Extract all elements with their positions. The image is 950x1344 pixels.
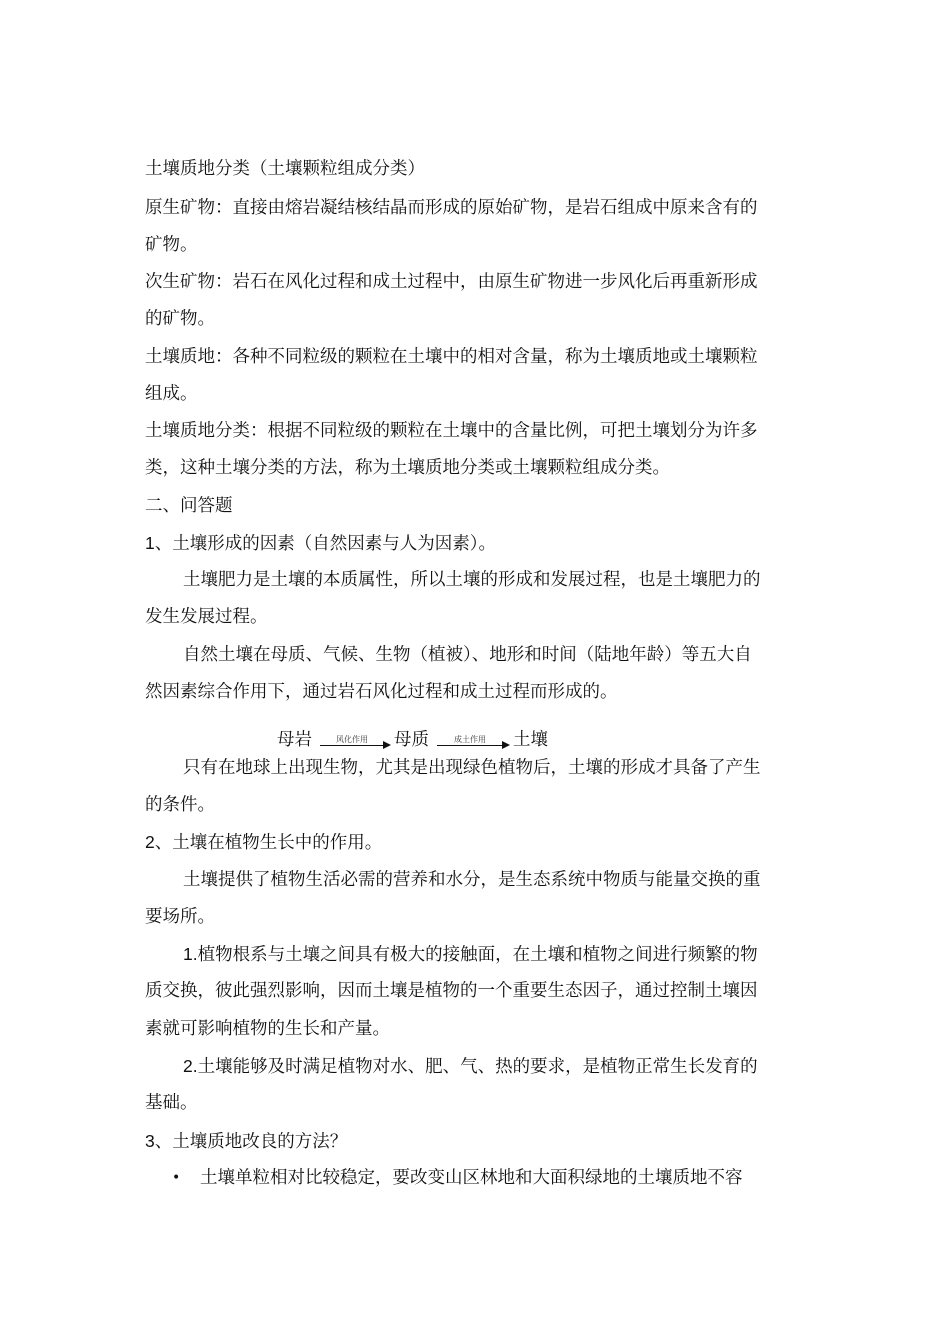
q2-item1-number: 1. [183,944,198,964]
question-1-title [145,531,815,556]
def-primary-mineral-line2: 矿物。 [145,235,198,255]
q2-item1-text: 植物根系与土壤之间具有极大的接触面，在土壤和植物之间进行频繁的物 [197,945,758,965]
q1-para3-line1: 只有在地球上出现生物，尤其是出现绿色植物后，土壤的形成才具备了产生 [183,758,761,778]
q1-para1-line1: 土壤肥力是土壤的本质属性，所以土壤的形成和发展过程，也是土壤肥力的 [183,570,761,590]
q2-para1-line2: 要场所。 [145,907,215,927]
q2-item2-number: 2. [183,1056,198,1076]
bullet-icon: • [172,1170,181,1186]
flow-arrow-soil-forming [437,735,503,746]
arrow-right-icon [320,745,384,746]
flow-arrow-label-soil-forming: 成土作用 [454,734,486,744]
q2-item1-line1 [183,942,815,967]
q2-para1-line1: 土壤提供了植物生活必需的营养和水分，是生态系统中物质与能量交换的重 [183,870,761,890]
question-2-text: 、土壤在植物生长中的作用。 [154,833,383,853]
q1-para2-line2: 然因素综合作用下，通过岩石风化过程和成土过程而形成的。 [145,682,618,702]
def-texture-classification-line2: 类，这种土壤分类的方法，称为土壤质地分类或土壤颗粒组成分类。 [145,458,670,478]
flow-node-parent-rock: 母岩 [277,730,312,750]
def-soil-texture-line2: 组成。 [145,384,198,404]
def-secondary-mineral-line1: 次生矿物：岩石在风化过程和成土过程中，由原生矿物进一步风化后再重新形成 [145,272,758,292]
flow-node-parent-material: 母质 [394,730,429,750]
q1-para1-line2: 发生发展过程。 [145,607,268,627]
q2-item2-line1 [183,1054,815,1079]
def-soil-texture-line1: 土壤质地：各种不同粒级的颗粒在土壤中的相对含量，称为土壤质地或土壤颗粒 [145,347,758,367]
flow-node-soil: 土壤 [513,730,548,750]
q2-item1-line3: 素就可影响植物的生长和产量。 [145,1019,390,1039]
flow-arrow-label-weathering: 风化作用 [336,734,368,744]
q2-item2-text: 土壤能够及时满足植物对水、肥、气、热的要求，是植物正常生长发育的 [197,1057,758,1077]
def-secondary-mineral-line2: 的矿物。 [145,309,215,329]
q1-para2-line1: 自然土壤在母质、气候、生物（植被）、地形和时间（陆地年龄）等五大自 [183,645,752,665]
arrow-right-icon [437,745,503,746]
soil-formation-flow [277,727,554,753]
q2-item1-line2: 质交换，彼此强烈影响，因而土壤是植物的一个重要生态因子，通过控制土壤因 [145,981,758,1001]
def-primary-mineral-line1: 原生矿物：直接由熔岩凝结核结晶而形成的原始矿物，是岩石组成中原来含有的 [145,198,758,218]
question-1-text: 、土壤形成的因素（自然因素与人为因素）。 [154,534,496,554]
question-1-number: 1 [145,533,155,553]
q2-item2-line2: 基础。 [145,1093,198,1113]
question-3-number: 3 [145,1131,155,1151]
question-3-title [145,1129,815,1154]
term-texture-classification: 土壤质地分类（土壤颗粒组成分类） [145,159,425,179]
q1-para3-line2: 的条件。 [145,795,215,815]
question-2-number: 2 [145,832,155,852]
q3-bullet1-line1: 土壤单粒相对比较稳定，要改变山区林地和大面积绿地的土壤质地不容 [200,1168,743,1188]
question-2-title [145,830,815,855]
flow-arrow-weathering [320,735,384,746]
question-3-text: 、土壤质地改良的方法？ [154,1132,348,1152]
def-texture-classification-line1: 土壤质地分类：根据不同粒级的颗粒在土壤中的含量比例，可把土壤划分为许多 [145,421,758,441]
section-heading: 二、问答题 [145,496,233,516]
